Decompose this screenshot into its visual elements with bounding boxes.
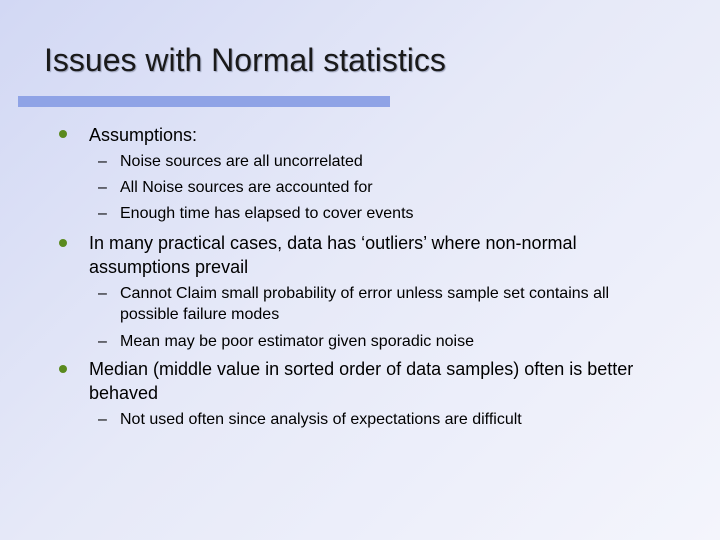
bullet-text: Median (middle value in sorted order of data samples) often is better behaved bbox=[89, 359, 634, 403]
sub-bullet-text: Noise sources are all uncorrelated bbox=[120, 153, 363, 170]
bullet-dot bbox=[59, 365, 67, 373]
sub-bullet-text: Cannot Claim small probability of error unless sample set contains all possible failure modes bbox=[120, 285, 610, 323]
sub-bullet-text: Not used often since analysis of expectations are difficult bbox=[120, 411, 522, 428]
sub-bullet-dash: – bbox=[98, 179, 107, 196]
sub-bullet-dash: – bbox=[98, 205, 107, 222]
sub-bullet-dash: – bbox=[98, 333, 107, 350]
sub-bullet-text: Mean may be poor estimator given sporadic noise bbox=[120, 333, 474, 350]
sub-bullet-dash: – bbox=[98, 411, 107, 428]
sub-bullet-text: All Noise sources are accounted for bbox=[120, 179, 373, 196]
slide-title: Issues with Normal statistics bbox=[44, 42, 446, 78]
bullet-text: In many practical cases, data has ‘outliers’ where non-normal assumptions prevail bbox=[89, 233, 577, 277]
sub-bullet-dash: – bbox=[98, 285, 107, 302]
bullet-dot bbox=[59, 130, 67, 138]
bullet-text: Assumptions: bbox=[89, 125, 198, 145]
sub-bullet-text: Enough time has elapsed to cover events bbox=[120, 205, 414, 222]
bullet-dot bbox=[59, 239, 67, 247]
sub-bullet-dash: – bbox=[98, 153, 107, 170]
